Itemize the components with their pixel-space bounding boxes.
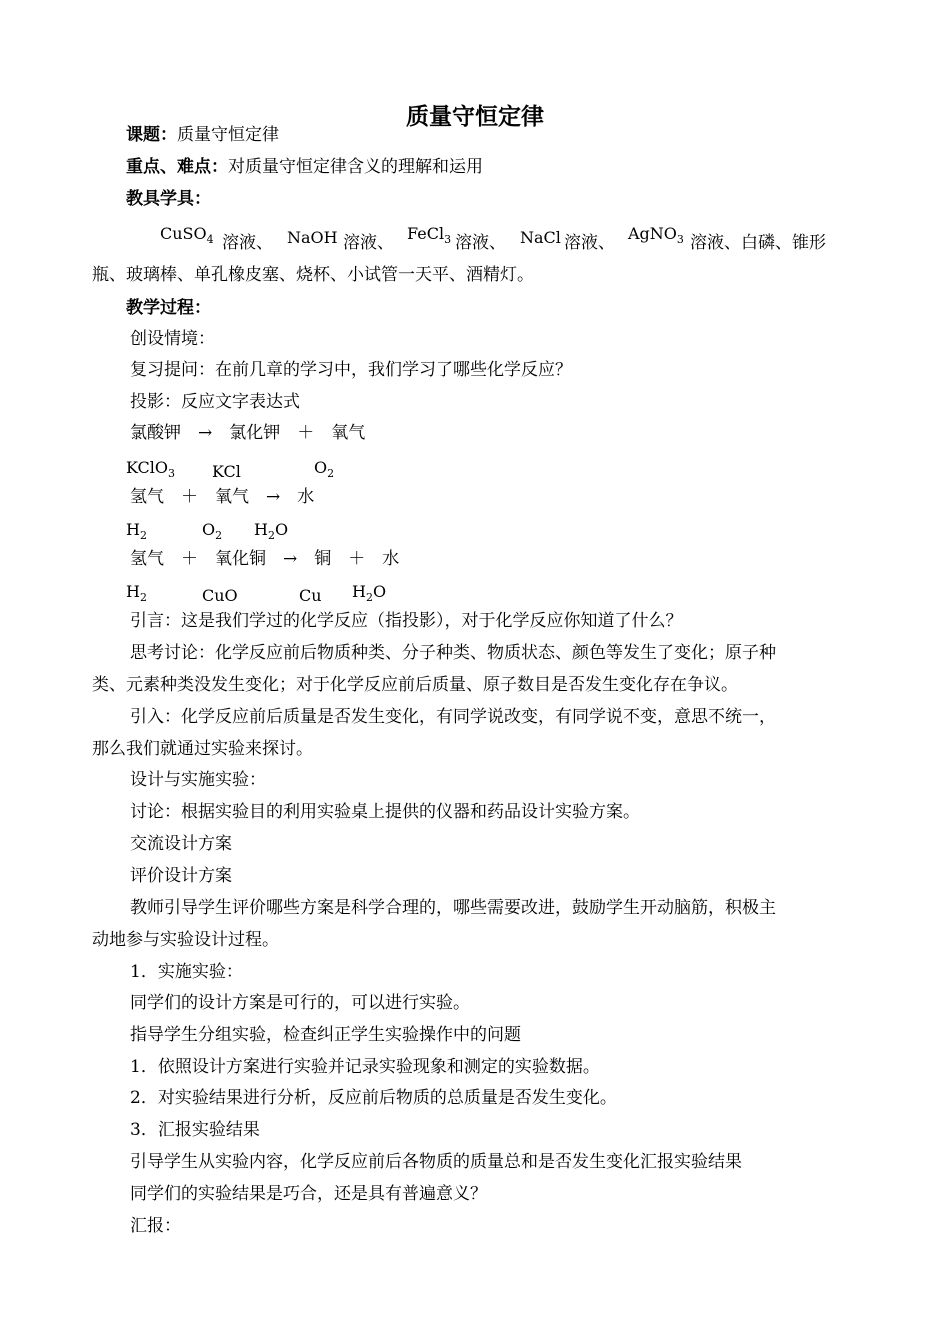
key-points-value: 对质量守恒定律含义的理解和运用 xyxy=(228,157,483,177)
report-guide-line: 引导学生从实验内容，化学反应前后各物质的质量总和是否发生变化汇报实验结果 xyxy=(130,1152,742,1172)
topic-line xyxy=(126,124,279,146)
lead-line-1: 引入：化学反应前后质量是否发生变化，有同学说改变，有同学说不变，意思不统一， xyxy=(130,707,776,727)
guide-line: 指导学生分组实验，检查纠正学生实验操作中的问题 xyxy=(130,1025,521,1045)
tools-label: 教具学具： xyxy=(126,189,211,209)
formula-naoh: NaOH xyxy=(287,228,338,247)
exchange-line: 交流设计方案 xyxy=(130,834,232,854)
substep-3: 3．汇报实验结果 xyxy=(130,1120,260,1140)
key-points-line xyxy=(126,156,483,178)
create-situation: 创设情境： xyxy=(130,329,215,349)
process-label: 教学过程： xyxy=(126,298,211,318)
tools-text-3: 溶液、 xyxy=(455,233,506,253)
think-line-2: 类、元素种类没发生变化；对于化学反应前后质量、原子数目是否发生变化存在争议。 xyxy=(92,675,738,695)
reaction-1-words: 氯酸钾 → 氯化钾 ＋ 氧气 xyxy=(130,423,366,443)
topic-label: 课题： xyxy=(126,125,177,145)
review-question: 复习提问：在前几章的学习中，我们学习了哪些化学反应？ xyxy=(130,360,572,380)
formula-cuso4: CuSO$_4$ xyxy=(160,224,214,246)
key-points-label: 重点、难点： xyxy=(126,157,228,177)
report-line: 汇报： xyxy=(130,1216,181,1236)
feasible-line: 同学们的设计方案是可行的，可以进行实验。 xyxy=(130,993,470,1013)
tools-text-2: 溶液、 xyxy=(343,233,394,253)
teacher-line-1: 教师引导学生评价哪些方案是科学合理的，哪些需要改进，鼓励学生开动脑筋，积极主 xyxy=(130,898,776,918)
reaction-1-kclo3: KClO$_3$ xyxy=(126,458,175,480)
substep-1: 1．依照设计方案进行实验并记录实验现象和测定的实验数据。 xyxy=(130,1057,600,1077)
reaction-2-words: 氢气 ＋ 氧气 → 水 xyxy=(130,487,315,507)
coincidence-line: 同学们的实验结果是巧合，还是具有普遍意义？ xyxy=(130,1184,487,1204)
formula-fecl3: FeCl$_3$ xyxy=(407,224,452,246)
tools-line-2: 瓶、玻璃棒、单孔橡皮塞、烧杯、小试管一天平、酒精灯。 xyxy=(92,265,534,285)
think-line-1: 思考讨论：化学反应前后物质种类、分子种类、物质状态、颜色等发生了变化；原子种 xyxy=(130,643,776,663)
discuss-paragraph: 讨论：根据实验目的利用实验桌上提供的仪器和药品设计实验方案。 xyxy=(130,802,640,822)
reaction-1-o2: $O_2$ xyxy=(314,458,335,480)
page-title: 质量守恒定律 xyxy=(406,103,544,130)
reaction-2-h2o: $H_2O$ xyxy=(254,520,289,542)
intro-paragraph: 引言：这是我们学过的化学反应（指投影），对于化学反应你知道了什么？ xyxy=(130,611,683,631)
reaction-3-h2: $H_2$ xyxy=(126,582,147,604)
tools-text-5: 溶液、白磷、锥形 xyxy=(690,233,826,253)
substep-2: 2．对实验结果进行分析，反应前后物质的总质量是否发生变化。 xyxy=(130,1088,617,1108)
topic-value: 质量守恒定律 xyxy=(177,125,279,145)
reaction-2-o2: $O_2$ xyxy=(202,520,223,542)
reaction-1-kcl: KCl xyxy=(212,462,241,481)
teacher-line-2: 动地参与实验设计过程。 xyxy=(92,930,279,950)
design-heading: 设计与实施实验： xyxy=(130,770,266,790)
tools-text-4: 溶液、 xyxy=(564,233,615,253)
reaction-3-cu: Cu xyxy=(299,586,322,605)
projection-label: 投影：反应文字表达式 xyxy=(130,392,300,412)
formula-agno3: AgNO$_3$ xyxy=(628,224,684,246)
reaction-2-h2: $H_2$ xyxy=(126,520,147,542)
formula-nacl: NaCl xyxy=(520,228,561,247)
step-1-heading: 1．实施实验： xyxy=(130,962,243,982)
evaluate-line: 评价设计方案 xyxy=(130,866,232,886)
tools-text-1: 溶液、 xyxy=(222,233,273,253)
reaction-3-words: 氢气 ＋ 氧化铜 → 铜 ＋ 水 xyxy=(130,549,400,569)
reaction-3-h2o: $H_2O$ xyxy=(352,582,387,604)
reaction-3-cuo: CuO xyxy=(202,586,238,605)
lead-line-2: 那么我们就通过实验来探讨。 xyxy=(92,739,313,759)
